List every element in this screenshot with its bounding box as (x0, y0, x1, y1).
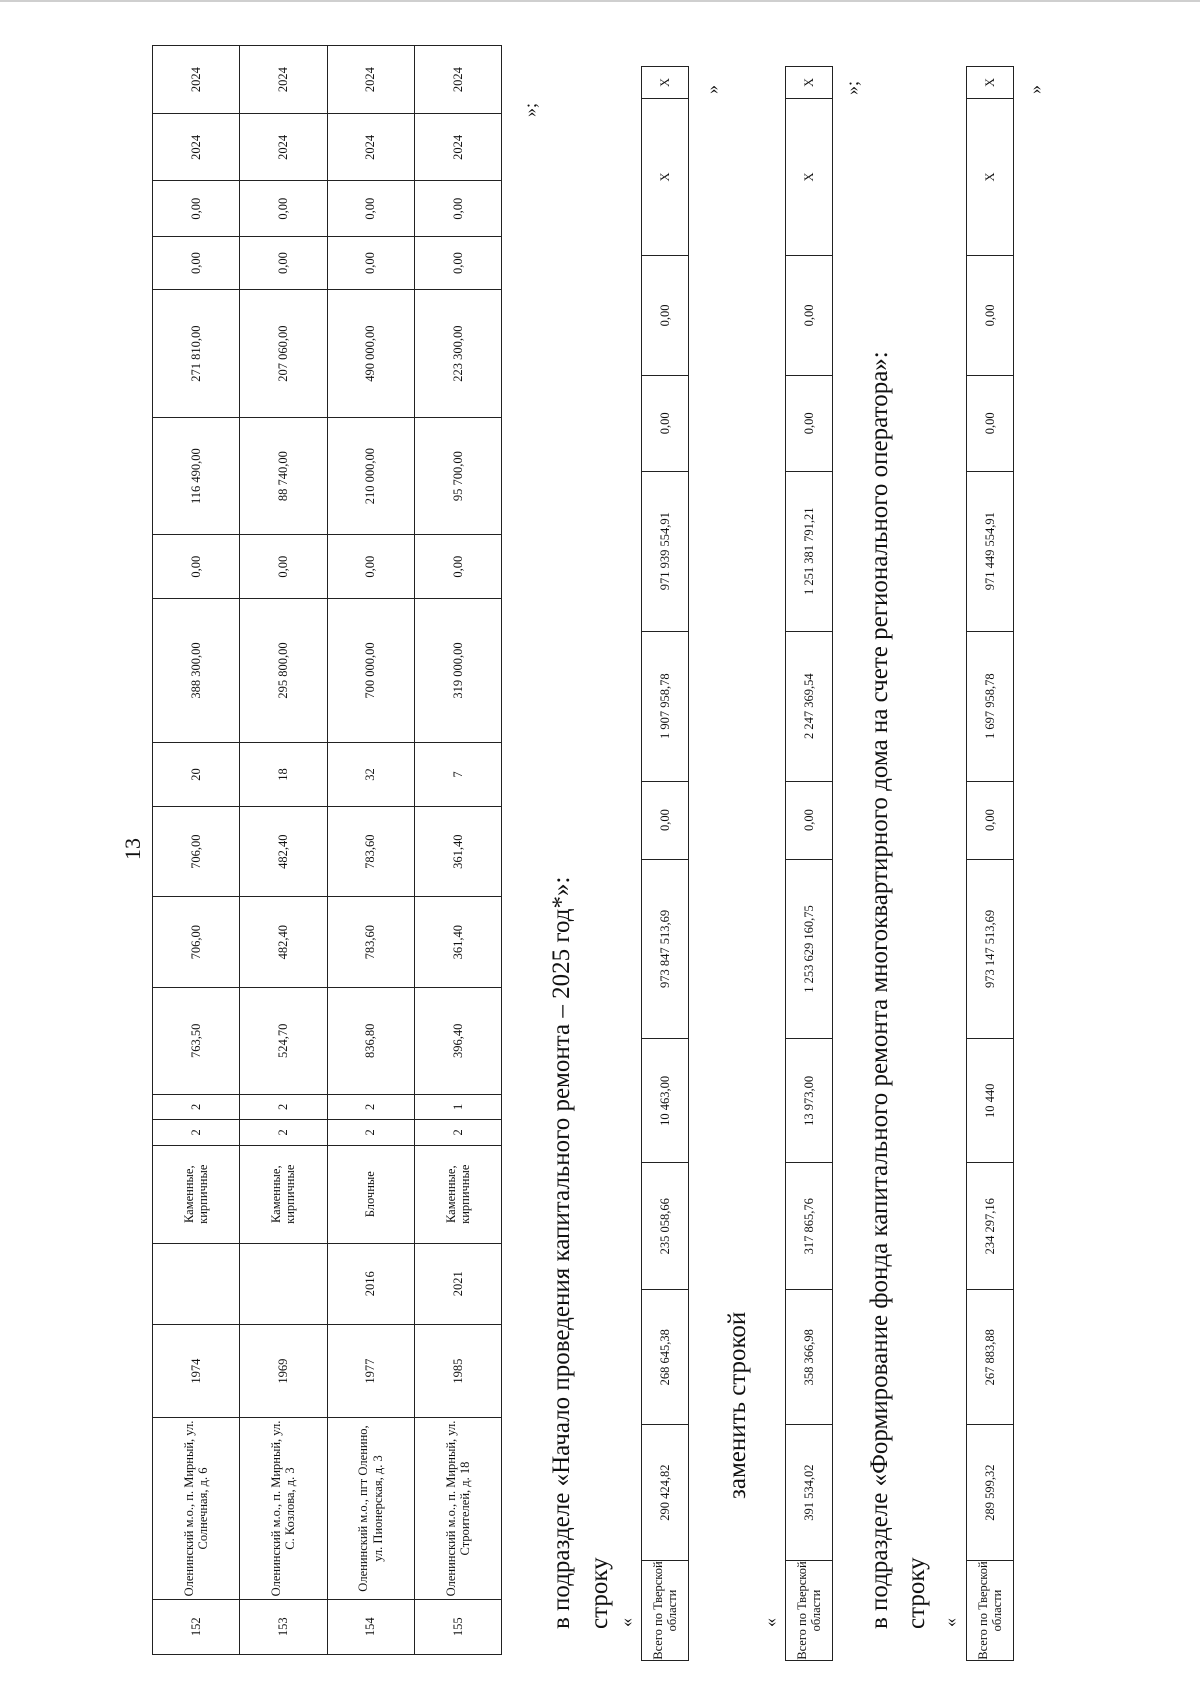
cell: 361,40 (414, 897, 501, 988)
cell: 223 300,00 (414, 290, 501, 418)
cell: Оленинский м.о., п. Мирный, ул. С. Козлова, д. 3 (240, 1418, 327, 1599)
cell: 763,50 (153, 988, 240, 1095)
cell: 20 (153, 742, 240, 806)
cell: 10 463,00 (642, 1039, 689, 1163)
cell: 1974 (153, 1324, 240, 1418)
section1-heading: в подразделе «Начало проведения капитального ремонта – 2025 год*»: (548, 876, 575, 1629)
section1-table (641, 66, 689, 1661)
cell: 388 300,00 (153, 599, 240, 743)
section2-open-quote: « (940, 1618, 960, 1627)
cell: 2016 (327, 1243, 414, 1324)
cell: 152 (153, 1599, 240, 1654)
cell: 358 366,98 (786, 1290, 833, 1425)
cell: 2024 (327, 114, 414, 181)
cell: 2021 (414, 1243, 501, 1324)
cell: 295 800,00 (240, 599, 327, 743)
cell: 32 (327, 742, 414, 806)
section2-stroku: строку (903, 1557, 930, 1629)
cell: 2024 (327, 46, 414, 114)
cell: 706,00 (153, 897, 240, 988)
cell: Всего по Тверской области (642, 1561, 689, 1661)
cell: X (642, 99, 689, 256)
cell: 317 865,76 (786, 1163, 833, 1290)
cell: 95 700,00 (414, 418, 501, 535)
cell: 490 000,00 (327, 290, 414, 418)
cell: 0,00 (786, 781, 833, 859)
cell: 1 (414, 1094, 501, 1120)
cell (153, 1243, 240, 1324)
cell: 2 (153, 1120, 240, 1146)
cell: 0,00 (240, 236, 327, 289)
cell: 2024 (240, 114, 327, 181)
cell: 1977 (327, 1324, 414, 1418)
cell: 0,00 (414, 236, 501, 289)
section1-stroku: строку (586, 1557, 613, 1629)
cell: 396,40 (414, 988, 501, 1095)
table-row (414, 46, 501, 1655)
cell: X (642, 67, 689, 99)
table-row (967, 67, 1014, 1661)
cell: 210 000,00 (327, 418, 414, 535)
cell: 290 424,82 (642, 1425, 689, 1561)
cell: 1969 (240, 1324, 327, 1418)
cell: 971 449 554,91 (967, 471, 1014, 631)
cell: 88 740,00 (240, 418, 327, 535)
cell: 361,40 (414, 806, 501, 897)
cell: 482,40 (240, 897, 327, 988)
cell: 0,00 (240, 181, 327, 236)
cell: Всего по Тверской области (967, 1561, 1014, 1661)
cell: X (967, 67, 1014, 99)
cell: 0,00 (967, 781, 1014, 859)
cell: 13 973,00 (786, 1039, 833, 1163)
cell: 971 939 554,91 (642, 471, 689, 631)
cell: 10 440 (967, 1039, 1014, 1163)
cell: 267 883,88 (967, 1290, 1014, 1425)
cell: 973 847 513,69 (642, 859, 689, 1039)
cell: 268 645,38 (642, 1290, 689, 1425)
cell: 1 907 958,78 (642, 631, 689, 781)
cell: Всего по Тверской области (786, 1561, 833, 1661)
section1-table-2 (785, 66, 833, 1661)
cell: 0,00 (967, 255, 1014, 375)
cell: 2 (240, 1094, 327, 1120)
main-table (152, 45, 502, 1655)
cell: Каменные, кирпичные (153, 1145, 240, 1243)
cell: 2 (153, 1094, 240, 1120)
cell: 1 253 629 160,75 (786, 859, 833, 1039)
page-number: 13 (120, 838, 145, 860)
cell: 0,00 (786, 375, 833, 471)
cell: 0,00 (240, 535, 327, 599)
cell: 2024 (414, 114, 501, 181)
cell: 973 147 513,69 (967, 859, 1014, 1039)
cell: 2024 (153, 46, 240, 114)
section1-close-quote-2: »; (842, 80, 862, 95)
cell: 0,00 (967, 375, 1014, 471)
cell: 2024 (240, 46, 327, 114)
cell: 783,60 (327, 806, 414, 897)
cell: 700 000,00 (327, 599, 414, 743)
cell: 319 000,00 (414, 599, 501, 743)
cell: 207 060,00 (240, 290, 327, 418)
cell: 0,00 (327, 181, 414, 236)
cell: 289 599,32 (967, 1425, 1014, 1561)
cell: X (967, 99, 1014, 256)
section2-close-quote: » (1025, 85, 1045, 94)
cell: 482,40 (240, 806, 327, 897)
cell: Блочные (327, 1145, 414, 1243)
cell: 2024 (414, 46, 501, 114)
cell: 271 810,00 (153, 290, 240, 418)
cell: 706,00 (153, 806, 240, 897)
cell: X (786, 67, 833, 99)
cell: 18 (240, 742, 327, 806)
cell: 1985 (414, 1324, 501, 1418)
cell: 0,00 (642, 255, 689, 375)
cell: Каменные, кирпичные (414, 1145, 501, 1243)
section1-open-quote-2: « (760, 1618, 780, 1627)
cell: Оленинский м.о., пгт Оленино, ул. Пионерская, д. 3 (327, 1418, 414, 1599)
cell: 2 (240, 1120, 327, 1146)
cell: 0,00 (642, 781, 689, 859)
cell: 234 297,16 (967, 1163, 1014, 1290)
cell: 783,60 (327, 897, 414, 988)
cell: Оленинский м.о., п. Мирный, ул. Строителей, д. 18 (414, 1418, 501, 1599)
section2-heading: в подразделе «Формирование фонда капитального ремонта многоквартирного дома на счете регионального оператора»: (866, 351, 893, 1629)
cell: Оленинский м.о., п. Мирный, ул. Солнечная, д. 6 (153, 1418, 240, 1599)
cell: 153 (240, 1599, 327, 1654)
cell: 0,00 (327, 535, 414, 599)
cell: 0,00 (153, 535, 240, 599)
cell: 836,80 (327, 988, 414, 1095)
table-row (786, 67, 833, 1661)
section1-close-quote: » (702, 85, 722, 94)
cell: 0,00 (786, 255, 833, 375)
section1-open-quote: « (616, 1618, 636, 1627)
cell: 0,00 (642, 375, 689, 471)
section2-table (966, 66, 1014, 1661)
cell (240, 1243, 327, 1324)
end-mark: »; (520, 102, 540, 117)
cell: 2 (414, 1120, 501, 1146)
table-row (240, 46, 327, 1655)
cell: 116 490,00 (153, 418, 240, 535)
cell: 2 (327, 1094, 414, 1120)
cell: Каменные, кирпичные (240, 1145, 327, 1243)
cell: 0,00 (414, 535, 501, 599)
cell: 2024 (153, 114, 240, 181)
cell: 235 058,66 (642, 1163, 689, 1290)
cell: 7 (414, 742, 501, 806)
cell: 0,00 (327, 236, 414, 289)
cell: 1 697 958,78 (967, 631, 1014, 781)
cell: X (786, 99, 833, 256)
table-row (642, 67, 689, 1661)
cell: 524,70 (240, 988, 327, 1095)
table-row (153, 46, 240, 1655)
cell: 0,00 (153, 181, 240, 236)
cell: 155 (414, 1599, 501, 1654)
cell: 0,00 (414, 181, 501, 236)
cell: 0,00 (153, 236, 240, 289)
cell: 2 247 369,54 (786, 631, 833, 781)
cell: 154 (327, 1599, 414, 1654)
cell: 391 534,02 (786, 1425, 833, 1561)
cell: 2 (327, 1120, 414, 1146)
replace-label: заменить строкой (724, 1311, 751, 1499)
cell: 1 251 381 791,21 (786, 471, 833, 631)
table-row (327, 46, 414, 1655)
